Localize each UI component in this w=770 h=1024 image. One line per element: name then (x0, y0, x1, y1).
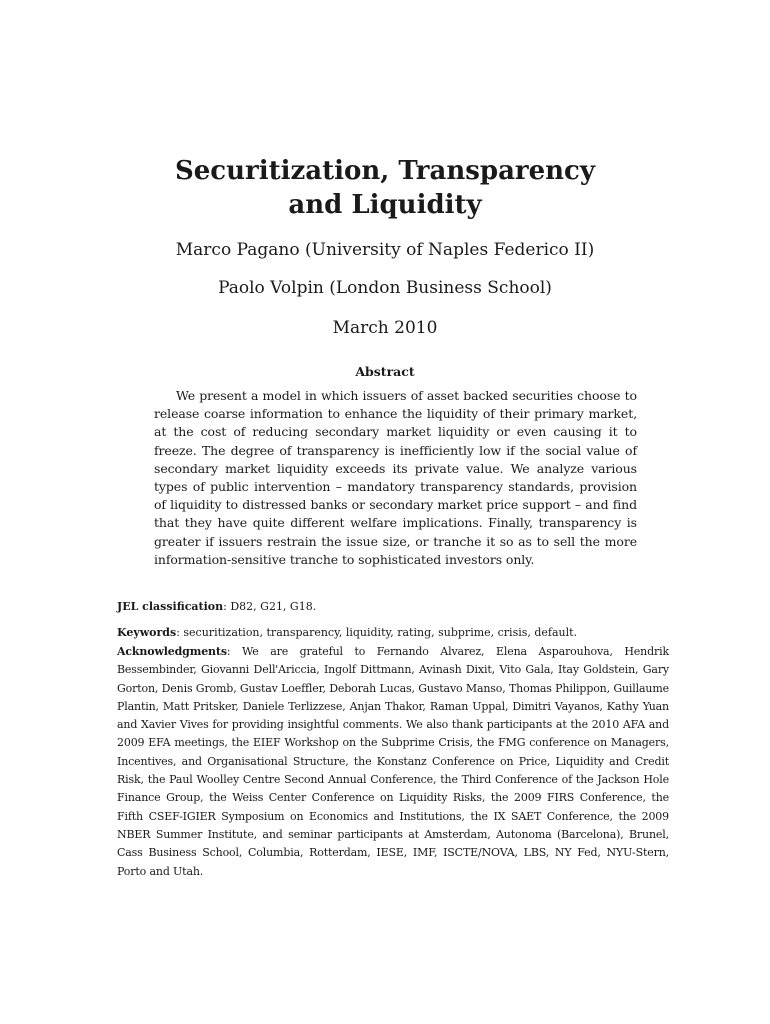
jel-classification (117, 599, 669, 614)
title-line-2: and Liquidity (288, 190, 482, 220)
acknowledgments-label: Acknowledgments (117, 645, 227, 658)
jel-label: JEL classification (117, 600, 224, 613)
title-line-1: Securitization, Transparency (174, 156, 595, 186)
acknowledgments-text: : We are grateful to Fernando Alvarez, Elena Asparouhova, Hendrik Bessembinder, Giovanni Dell'Ariccia, Ingolf Dittmann, Avinash Dixit, Vito Gala, Itay Goldstein, Gary Gorton, Denis Gromb, Gustav Loeffler, Deborah Lucas, Gustavo Manso, Thomas Philippon, Guillaume Plantin, Matt Pritsker, Daniele Terlizzese, Anjan Thakor, Raman Uppal, Dimitri Vayanos, Kathy Yuan and Xavier Vives for providing insightful comments. We also thank participants at the 2010 AFA and 2009 EFA meetings, the EIEF Workshop on the Subprime Crisis, the FMG conference on Managers, Incentives, and Organisational Structure, the Konstanz Conference on Price, Liquidity and Credit Risk, the Paul Woolley Centre Second Annual Conference, the Third Conference of the Jackson Hole Finance Group, the Weiss Center Conference on Liquidity Risks, the 2009 FIRS Conference, the Fifth CSEF-IGIER Symposium on Economics and Institutions, the IX SAET Conference, the 2009 NBER Summer Institute, and seminar participants at Amsterdam, Autonoma (Barcelona), Brunel, Cass Business School, Columbia, Rotterdam, IESE, IMF, ISCTE/NOVA, LBS, NY Fed, NYU-Stern, Porto and Utah. (117, 645, 669, 878)
jel-value: : D82, G21, G18. (223, 600, 317, 613)
abstract-heading: Abstract (355, 364, 415, 379)
publication-date: March 2010 (332, 318, 438, 338)
keywords (117, 625, 669, 640)
author-1: Marco Pagano (University of Naples Federico II) (175, 240, 595, 260)
acknowledgments (117, 643, 669, 881)
author-2: Paolo Volpin (London Business School) (218, 278, 552, 298)
keywords-label: Keywords (117, 626, 177, 639)
keywords-value: : securitization, transparency, liquidity, rating, subprime, crisis, default. (176, 626, 578, 639)
abstract-body: We present a model in which issuers of asset backed securities choose to release coarse information to enhance the liquidity of their primary market, at the cost of reducing secondary market liquidity or even causing it to freeze. The degree of transparency is inefficiently low if the social value of secondary market liquidity exceeds its private value. We analyze various types of public intervention – mandatory transparency standards, provision of liquidity to distressed banks or secondary market price support – and find that they have quite different welfare implications. Finally, transparency is greater if issuers restrain the issue size, or tranche it so as to sell the more information-sensitive tranche to sophisticated investors only. (154, 388, 637, 567)
paper-title (0, 154, 770, 222)
